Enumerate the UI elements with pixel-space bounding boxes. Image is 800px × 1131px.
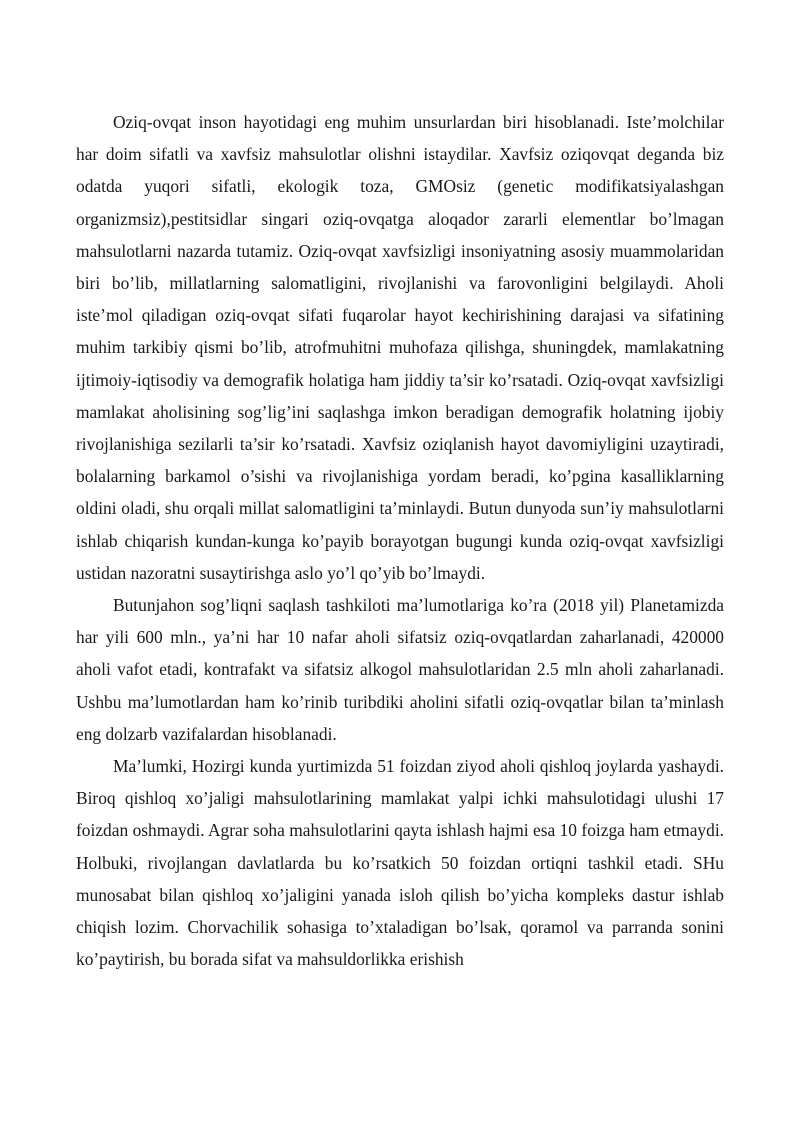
paragraph-food-safety-intro: Oziq-ovqat inson hayotidagi eng muhim unsurlardan biri hisoblanadi. Iste’molchilar har doim sifatli va xavfsiz mahsulotlar olishni istaydilar. Xavfsiz oziqovqat deganda biz odatda yuqori sifatli, ekologik toza, GMOsiz (genetic modifikatsiyalashgan organizmsiz),pestitsidlar singari oziq-ovqatga aloqador zararli elementlar bo’lmagan mahsulotlarni nazarda tutamiz. Oziq-ovqat xavfsizligi insoniyatning asosiy muammolaridan biri bo’lib, millatlarning salomatligini, rivojlanishi va farovonligini belgilaydi. Aholi iste’mol qiladigan oziq-ovqat sifati fuqarolar hayot kechirishining darajasi va sifatining muhim tarkibiy qismi bo’lib, atrofmuhitni muhofaza qilishga, shuningdek, mamlakatning ijtimoiy-iqtisodiy va demografik holatiga ham jiddiy ta’sir ko’rsatadi. Oziq-ovqat xavfsizligi mamlakat aholisining sog’lig’ini saqlashga imkon beradigan demografik holatning ijobiy rivojlanishiga sezilarli ta’sir ko’rsatadi. Xavfsiz oziqlanish hayot davomiyligini uzaytiradi, bolalarning barkamol o’sishi va rivojlanishiga yordam beradi, ko’pgina kasalliklarning oldini oladi, shu orqali millat salomatligini ta’minlaydi. Butun dunyoda sun’iy mahsulotlarni ishlab chiqarish kundan-kunga ko’payib borayotgan bugungi kunda oziq-ovqat xavfsizligi ustidan nazoratni susaytirishga aslo yo’l qo’yib bo’lmaydi.: [76, 112, 724, 583]
paragraph-agriculture: Ma’lumki, Hozirgi kunda yurtimizda 51 foizdan ziyod aholi qishloq joylarda yashaydi. Biroq qishloq xo’jaligi mahsulotlarining mamlakat yalpi ichki mahsulotidagi ulushi 17 foizdan oshmaydi. Agrar soha mahsulotlarini qayta ishlash hajmi esa 10 foizga ham etmaydi. Holbuki, rivojlangan davlatlarda bu ko’rsatkich 50 foizdan ortiqni tashkil etadi. SHu munosabat bilan qishloq xo’jaligini yanada isloh qilish bo’yicha kompleks dastur ishlab chiqish lozim. Chorvachilik sohasiga to’xtaladigan bo’lsak, qoramol va parranda sonini ko’paytirish, bu borada sifat va mahsuldorlikka erishish: [76, 756, 724, 970]
paragraph-who-statistics: Butunjahon sog’liqni saqlash tashkiloti ma’lumotlariga ko’ra (2018 yil) Planetamizda har yili 600 mln., ya’ni har 10 nafar aholi sifatsiz oziq-ovqatlardan zaharlanadi, 420000 aholi vafot etadi, kontrafakt va sifatsiz alkogol mahsulotlaridan 2.5 mln aholi zaharlanadi. Ushbu ma’lumotlardan ham ko’rinib turibdiki aholini sifatli oziq-ovqatlar bilan ta’minlash eng dolzarb vazifalardan hisoblanadi.: [76, 595, 724, 744]
document-body: [76, 106, 724, 975]
